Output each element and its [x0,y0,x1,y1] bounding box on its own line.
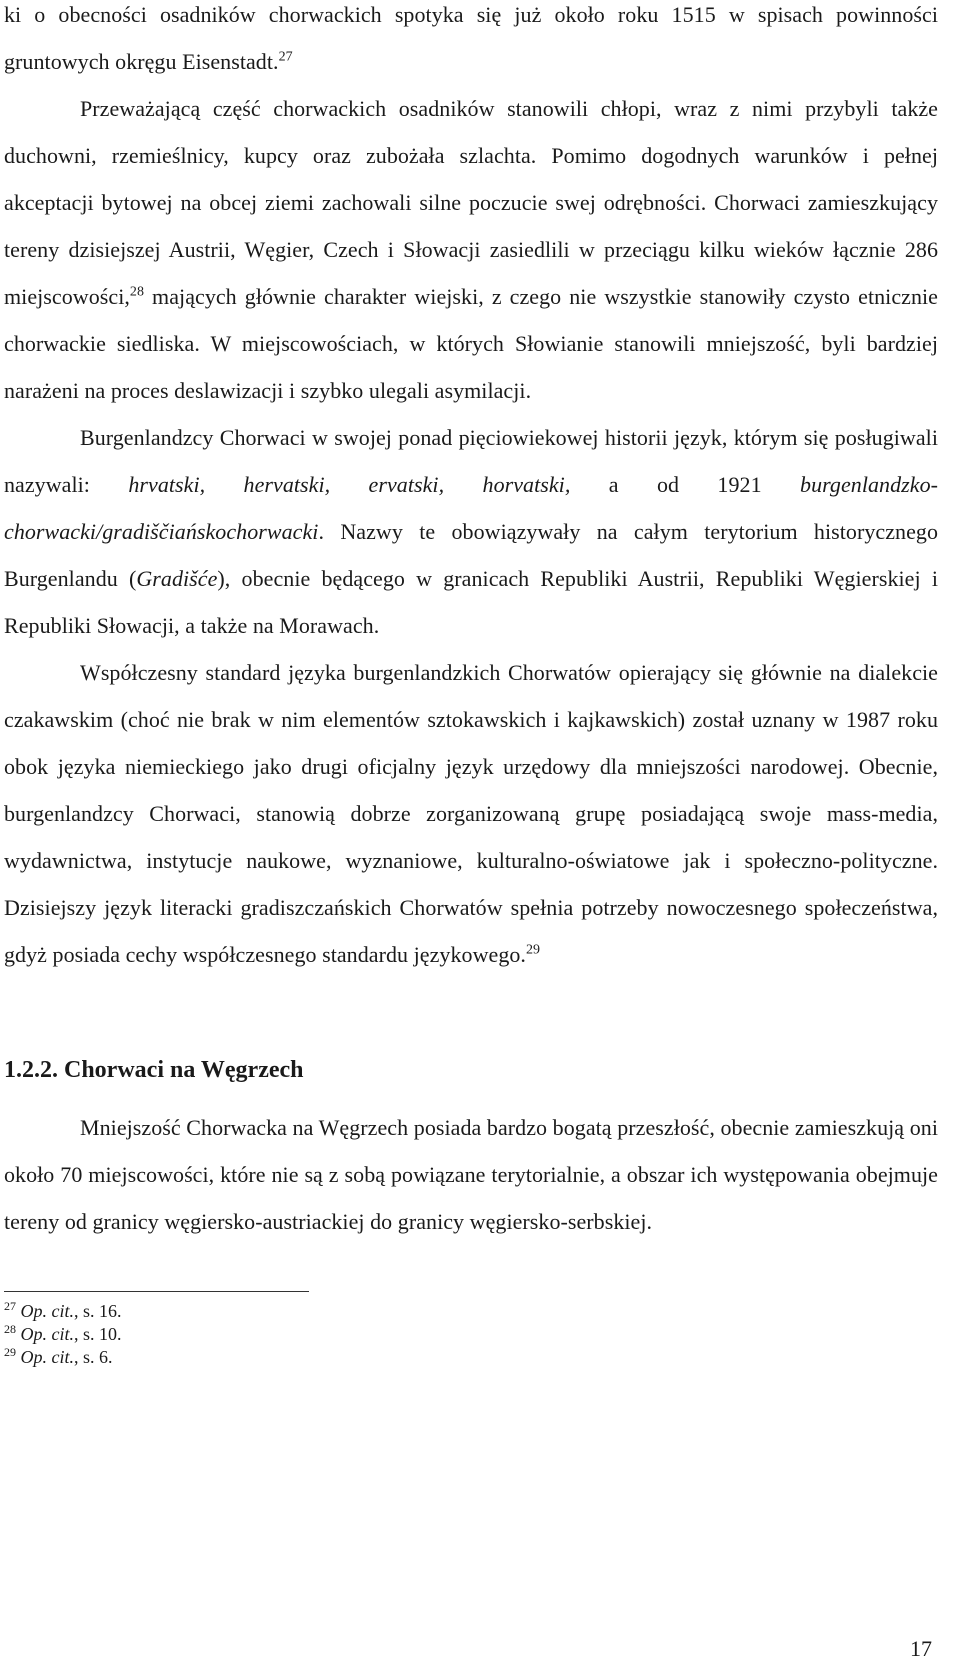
paragraph-3-text-a: Burgenlandzcy Chorwaci w swojej ponad pięciowiekowej historii język, którym się posługiwali nazywali: [4,425,938,497]
footnote-page: , s. 6. [74,1347,113,1367]
language-name-italic: burgenlandzko-chorwacki/gradiščiańskochorwacki [4,472,938,544]
footnote-separator [4,1291,309,1292]
language-names-italic: hrvatski, hervatski, ervatski, horvatski, [128,472,571,497]
body-text [4,0,938,1245]
paragraph-3 [4,414,938,649]
paragraph-4-text: Współczesny standard języka burgenlandzkich Chorwatów opierający się głównie na dialekcie czakawskim (choć nie brak w nim elementów sztokawskich i kajkawskich) został uznany w 1987 roku obok języka niemieckiego jako drugi oficjalny język urzędowy dla mniejszości narodowej. Obecnie, burgenlandzcy Chorwaci, stanowią dobrze zorganizowaną grupę posiadającą swoje mass-media, wydawnictwa, instytucje naukowe, wyznaniowe, kulturalno-oświatowe jak i społeczno-polityczne. Dzisiejszy język literacki gradiszczańskich Chorwatów spełnia potrzeby nowoczesnego społeczeństwa, gdyż posiada cechy współczesnego standardu językowego. [4,660,938,967]
paragraph-3-text-c: . Nazwy te obowiązywały na całym terytorium historycznego Burgenlandu ( [4,519,938,591]
footnote-number: 28 [4,1322,16,1336]
footnotes [4,1300,938,1369]
footnote-27 [4,1300,938,1323]
footnote-28 [4,1323,938,1346]
paragraph-1 [4,0,938,85]
paragraph-2 [4,85,938,414]
paragraph-1-text: ki o obecności osadników chorwackich spotyka się już około roku 1515 w spisach powinności gruntowych okręgu Eisenstadt. [4,2,938,74]
paragraph-4 [4,649,938,978]
footnote-page: , s. 16. [74,1301,122,1321]
footnote-29 [4,1346,938,1369]
footnote-source: Op. cit. [20,1324,74,1344]
page-number: 17 [910,1636,932,1661]
paragraph-5: Mniejszość Chorwacka na Węgrzech posiada bardzo bogatą przeszłość, obecnie zamieszkują oni około 70 miejscowości, które nie są z sobą powiązane terytorialnie, a obszar ich występowania obejmuje tereny od granicy węgiersko-austriackiej do granicy węgiersko-serbskiej. [4,1115,938,1234]
paragraph-2-text-a: Przeważającą część chorwackich osadników stanowili chłopi, wraz z nimi przybyli także duchowni, rzemieślnicy, kupcy oraz zubożała szlachta. Pomimo dogodnych warunków i pełnej akceptacji bytowej na obcej ziemi zachowali silne poczucie swej odrębności. Chorwaci zamieszkujący tereny dzisiejszej Austrii, Węgier, Czech i Słowacji zasiedlili w przeciągu kilku wieków łącznie 286 miejscowości, [4,96,938,309]
paragraph-3-text-b: a od 1921 [570,472,801,497]
footnote-source: Op. cit. [20,1347,74,1367]
footnote-number: 27 [4,1299,16,1313]
paragraph-2-text-b: mających głównie charakter wiejski, z czego nie wszystkie stanowiły czysto etnicznie chorwackie siedliska. W miejscowościach, w których Słowianie stanowili mniejszość, byli bardziej narażeni na proces deslawizacji i szybko ulegali asymilacji. [4,284,938,403]
footnote-ref-29[interactable]: 29 [525,942,541,958]
section-heading: 1.2.2. Chorwaci na Węgrzech [4,1057,304,1083]
region-name-italic: Gradišće [136,566,218,591]
paragraph-3-text-d: ), obecnie będącego w granicach Republiki Austrii, Republiki Węgierskiej i Republiki Słowacji, a także na Morawach. [4,566,938,638]
footnote-source: Op. cit. [20,1301,74,1321]
footnote-number: 29 [4,1345,16,1359]
footnote-ref-28[interactable]: 28 [129,284,145,300]
footnote-ref-27[interactable]: 27 [278,49,293,65]
footnote-page: , s. 10. [74,1324,122,1344]
